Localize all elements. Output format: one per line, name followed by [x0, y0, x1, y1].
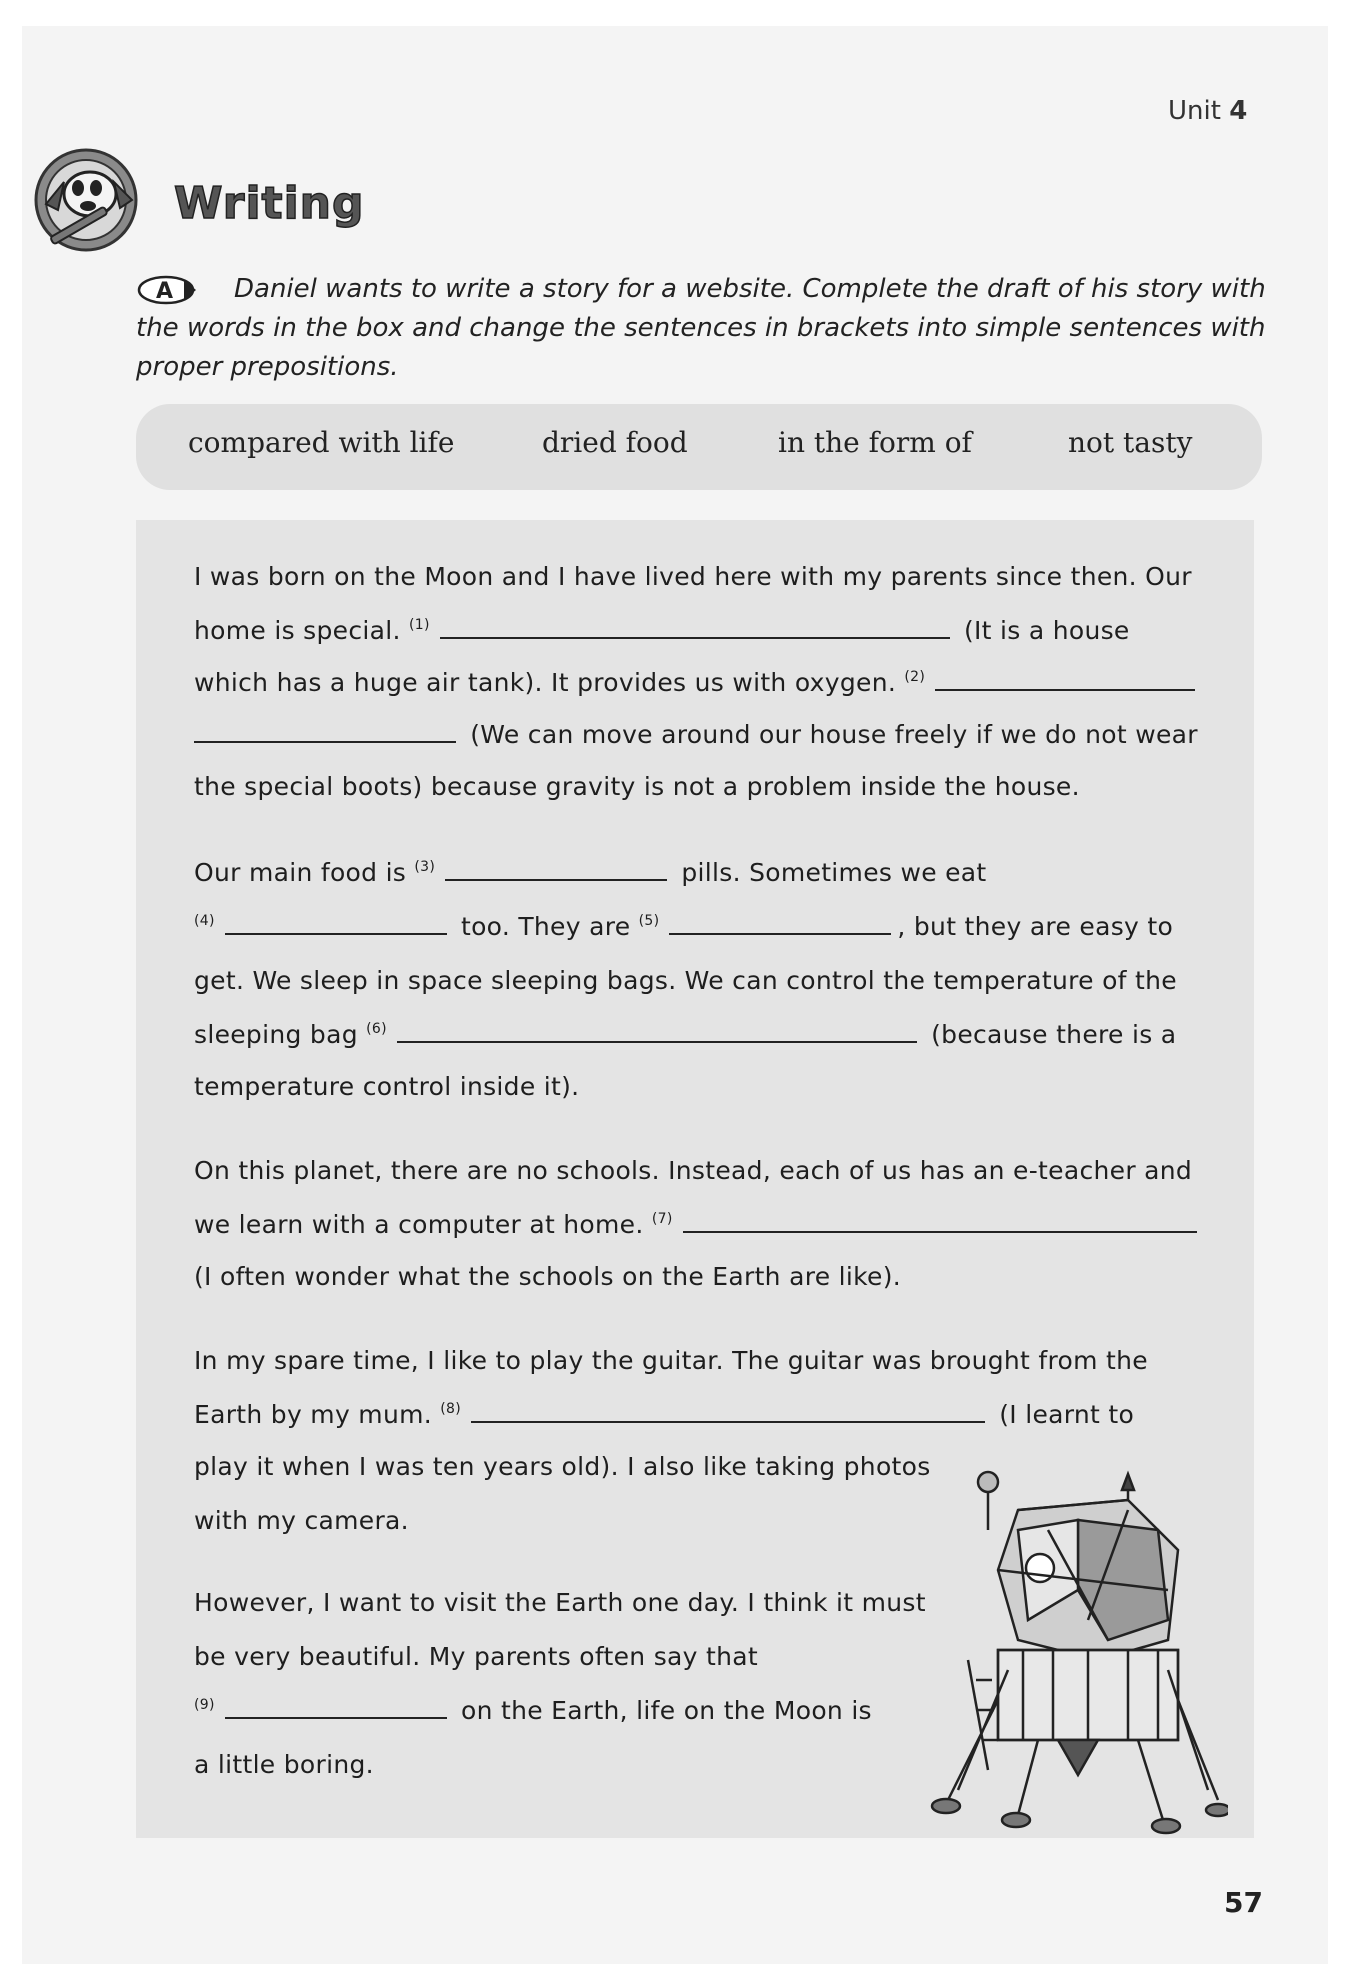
lunar-lander-illustration: [928, 1470, 1228, 1850]
answer-blank-2[interactable]: [935, 669, 1195, 691]
story-line: sleeping bag $^{(6)}$ (because there is a: [194, 1020, 1177, 1049]
answer-blank-9[interactable]: [225, 1697, 447, 1719]
exercise-instructions: Daniel wants to write a story for a website. Complete the draft of his story with the words in the box and change the sentences in brackets into simple sentences with proper prepositions.: [136, 274, 1266, 382]
story-line: temperature control inside it).: [194, 1072, 580, 1101]
story-line: get. We sleep in space sleeping bags. We can control the temperature of the: [194, 966, 1177, 995]
story-line: be very beautiful. My parents often say that: [194, 1642, 758, 1671]
story-line: play it when I was ten years old). I also like taking photos: [194, 1452, 931, 1481]
story-line: In my spare time, I like to play the guitar. The guitar was brought from the: [194, 1346, 1148, 1375]
dog-mascot-icon: [28, 144, 148, 254]
blank-number: (6): [366, 1021, 387, 1037]
unit-number: 4: [1229, 96, 1248, 126]
answer-blank-6[interactable]: [397, 1021, 917, 1043]
story-line: $^{(9)}$ on the Earth, life on the Moon is: [194, 1696, 872, 1725]
story-line: (We can move around our house freely if we do not wear: [194, 720, 1198, 749]
story-line: with my camera.: [194, 1506, 409, 1535]
blank-number: (8): [440, 1401, 461, 1417]
unit-word: Unit: [1168, 96, 1221, 126]
story-line: which has a huge air tank). It provides us with oxygen. $^{(2)}$: [194, 668, 1201, 697]
story-line: However, I want to visit the Earth one day. I think it must: [194, 1588, 926, 1617]
section-title: Writing: [174, 178, 365, 229]
answer-blank-2-continued[interactable]: [194, 721, 456, 743]
word-box: [136, 404, 1262, 490]
story-line: home is special. $^{(1)}$ (It is a house: [194, 616, 1130, 645]
story-line: On this planet, there are no schools. Instead, each of us has an e-teacher and: [194, 1156, 1193, 1185]
story-line: Earth by my mum. $^{(8)}$ (I learnt to: [194, 1400, 1135, 1429]
story-line: Our main food is $^{(3)}$ pills. Sometimes we eat: [194, 858, 987, 887]
answer-blank-4[interactable]: [225, 913, 447, 935]
badge-letter: A: [156, 279, 174, 304]
blank-number: (2): [904, 669, 926, 685]
story-line: $^{(4)}$ too. They are $^{(5)}$ , but they are easy to: [194, 912, 1174, 941]
blank-number: (5): [638, 913, 660, 929]
word-box-item: compared with life: [188, 426, 455, 459]
answer-blank-7[interactable]: [683, 1211, 1197, 1233]
story-line: a little boring.: [194, 1750, 374, 1779]
blank-number: (7): [651, 1211, 673, 1227]
word-box-item: in the form of: [778, 426, 972, 459]
word-box-item: dried food: [542, 426, 688, 459]
story-line: I was born on the Moon and I have lived here with my parents since then. Our: [194, 562, 1192, 591]
answer-blank-1[interactable]: [440, 617, 950, 639]
page-number: 57: [1224, 1886, 1263, 1919]
answer-blank-8[interactable]: [471, 1401, 985, 1423]
unit-label: [1168, 96, 1247, 126]
blank-number: (4): [194, 913, 215, 929]
word-box-item: not tasty: [1068, 426, 1193, 459]
blank-number: (9): [194, 1697, 215, 1713]
story-line: (I often wonder what the schools on the Earth are like).: [194, 1262, 902, 1291]
story-line: the special boots) because gravity is not a problem inside the house.: [194, 772, 1080, 801]
blank-number: (3): [414, 859, 436, 875]
blank-number: (1): [408, 617, 430, 633]
story-line: we learn with a computer at home. $^{(7)}$: [194, 1210, 1203, 1239]
answer-blank-5[interactable]: [669, 913, 891, 935]
answer-blank-3[interactable]: [445, 859, 667, 881]
